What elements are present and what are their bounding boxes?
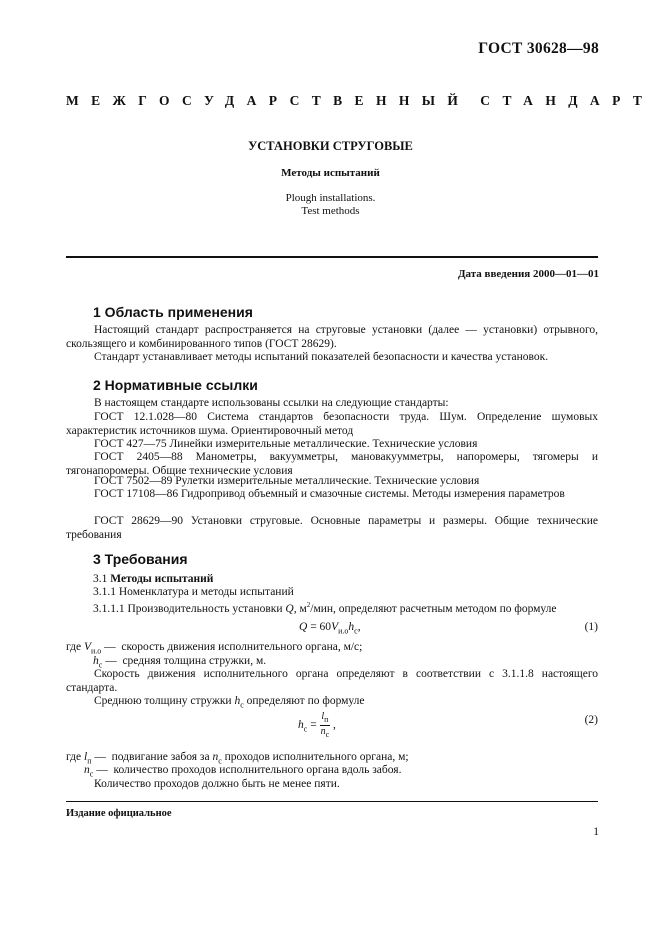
reference-item: ГОСТ 7502—89 Рулетки измерительные металлические. Технические условия [94,475,480,487]
where-1-line-a: где $V_{и.о}$ — скорость движения исполнительного органа, м/с; [66,641,363,656]
equation-1-number: (1) [584,621,598,633]
edition-note: Издание официальное [66,808,172,819]
equation-2-formula: $h_с$ = $\frac{l_п}{n_с}$ , [298,711,336,739]
reference-item: ГОСТ 427—75 Линейки измерительные металлические. Технические условия [94,438,478,450]
reference-item: ГОСТ 17108—86 Гидропривод объемный и смазочные системы. Методы измерения параметров [94,488,565,500]
section-1-paragraph-2: Стандарт устанавливает методы испытаний показателей безопасности и качества установок. [94,351,549,363]
equation-2-number: (2) [584,714,598,726]
equation-2 [66,710,598,742]
clause-3-1 [93,573,213,587]
english-title-line-2: Test methods [301,205,360,217]
section-1-paragraph-1: Настоящий стандарт распространяется на струговые установки (далее — установки) отрывного, скользящего и комбинированного типов (ГОСТ 28629). [66,324,598,350]
standard-type-banner [66,93,654,109]
banner-word-1: МЕЖГОСУДАРСТВЕННЫЙ [66,93,471,108]
where-2-line-b: $n_с$ — количество проходов исполнительного органа вдоль забоя. [84,764,402,779]
section-1-heading: 1 Область применения [93,304,253,320]
section-2-intro: В настоящем стандарте использованы ссылки на следующие стандарты: [94,397,449,409]
title-divider [66,256,598,258]
page-number: 1 [593,826,599,838]
reference-item: ГОСТ 2405—88 Манометры, вакуумметры, мановакуумметры, напоромеры, тягомеры и тягонапоромеры. Общие технические условия [66,451,598,477]
banner-word-2: СТАНДАРТ [480,93,655,108]
clause-number: 3.1 [93,573,108,585]
reference-item: ГОСТ 12.1.028—80 Система стандартов безопасности труда. Шум. Определение шумовых характеристик источников шума. Ориентировочный метод [66,411,598,437]
clause-title: Методы испытаний [110,573,214,585]
section-2-heading: 2 Нормативные ссылки [93,377,258,393]
effective-date: Дата введения 2000—01—01 [457,268,599,280]
page-subtitle: Методы испытаний [281,167,380,179]
document-code: ГОСТ 30628—98 [478,40,599,57]
clause-3-1-1-1: 3.1.1.1 Производительность установки Q, $м^2$/мин, определяют расчетным методом по формуле [93,601,557,615]
clause-3-1-1: 3.1.1 Номенклатура и методы испытаний [93,586,294,598]
passes-paragraph: Количество проходов должно быть не менее пяти. [94,778,340,790]
where-2-line-a: где $l_п$ — подвигание забоя за $n_с$ проходов исполнительного органа, м; [66,751,409,766]
english-title-line-1: Plough installations. [285,192,376,204]
section-3-heading: 3 Требования [93,551,188,567]
where-1-line-b: $h_с$ — средняя толщина стружки, м. [93,655,267,670]
speed-paragraph: Скорость движения исполнительного органа определяют в соответствии с 3.1.1.8 настоящего стандарта. [66,668,598,694]
page-title: УСТАНОВКИ СТРУГОВЫЕ [248,139,413,153]
footer-divider [66,801,598,802]
equation-1-formula: $Q = 60V_{и.о}h_с$, [299,621,361,636]
reference-item: ГОСТ 28629—90 Установки струговые. Основные параметры и размеры. Общие технические требования [66,515,598,541]
thickness-paragraph: Среднюю толщину стружки $h_с$ определяют по формуле [94,695,365,710]
